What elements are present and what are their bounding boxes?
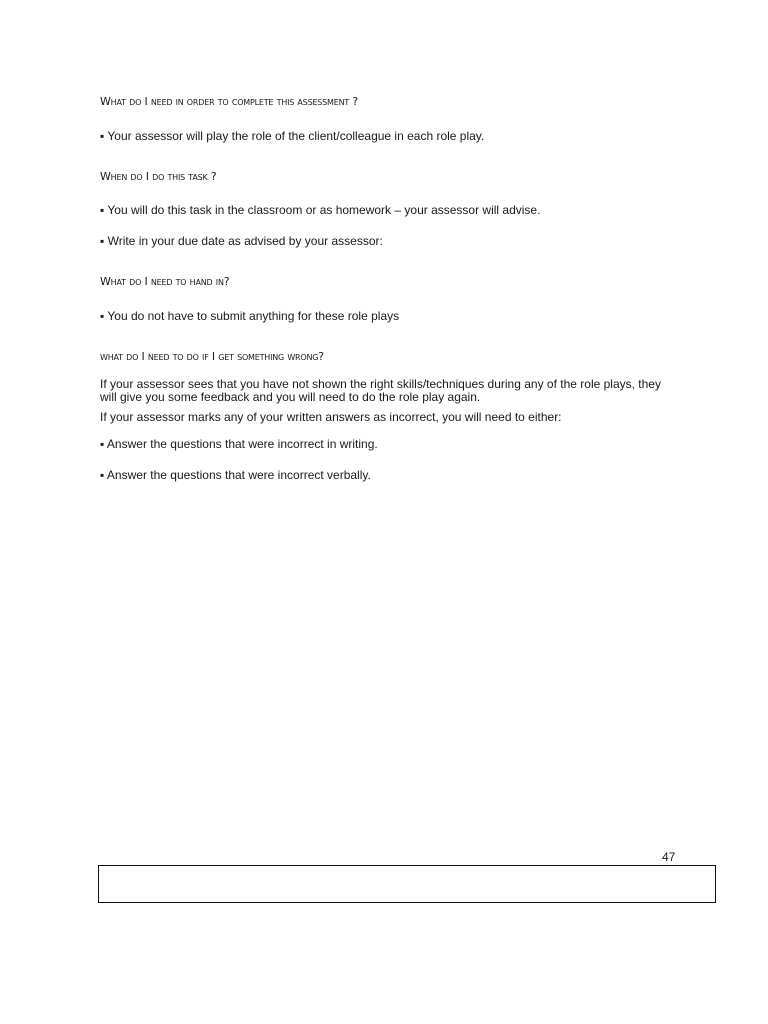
section-heading-hand-in: What do I need to hand in? [100,275,230,288]
section-heading-requirements: What do I need in order to complete this assessment ? [100,95,359,108]
hand-in-item: ▪ You do not have to submit anything for these role plays [100,309,400,323]
section-heading-when: When do I do this task ? [100,170,217,183]
section-heading-wrong: what do I need to do if I get something wrong? [100,350,324,363]
wrong-item-verbally: ▪ Answer the questions that were incorrect verbally. [100,468,371,482]
when-item-due-date: ▪ Write in your due date as advised by your assessor: [100,234,383,248]
wrong-paragraph-written: If your assessor marks any of your written answers as incorrect, you will need to either: [100,410,562,424]
page-number: 47 [662,850,676,864]
requirements-item: ▪ Your assessor will play the role of the client/colleague in each role play. [100,129,485,143]
footer-box [98,865,716,903]
wrong-item-writing: ▪ Answer the questions that were incorrect in writing. [100,437,378,451]
when-item-classroom: ▪ You will do this task in the classroom or as homework – your assessor will advise. [100,203,541,217]
wrong-paragraph-feedback: If your assessor sees that you have not shown the right skills/techniques during any of the role plays, they will give you some feedback and you will need to do the role play again. [100,377,661,404]
